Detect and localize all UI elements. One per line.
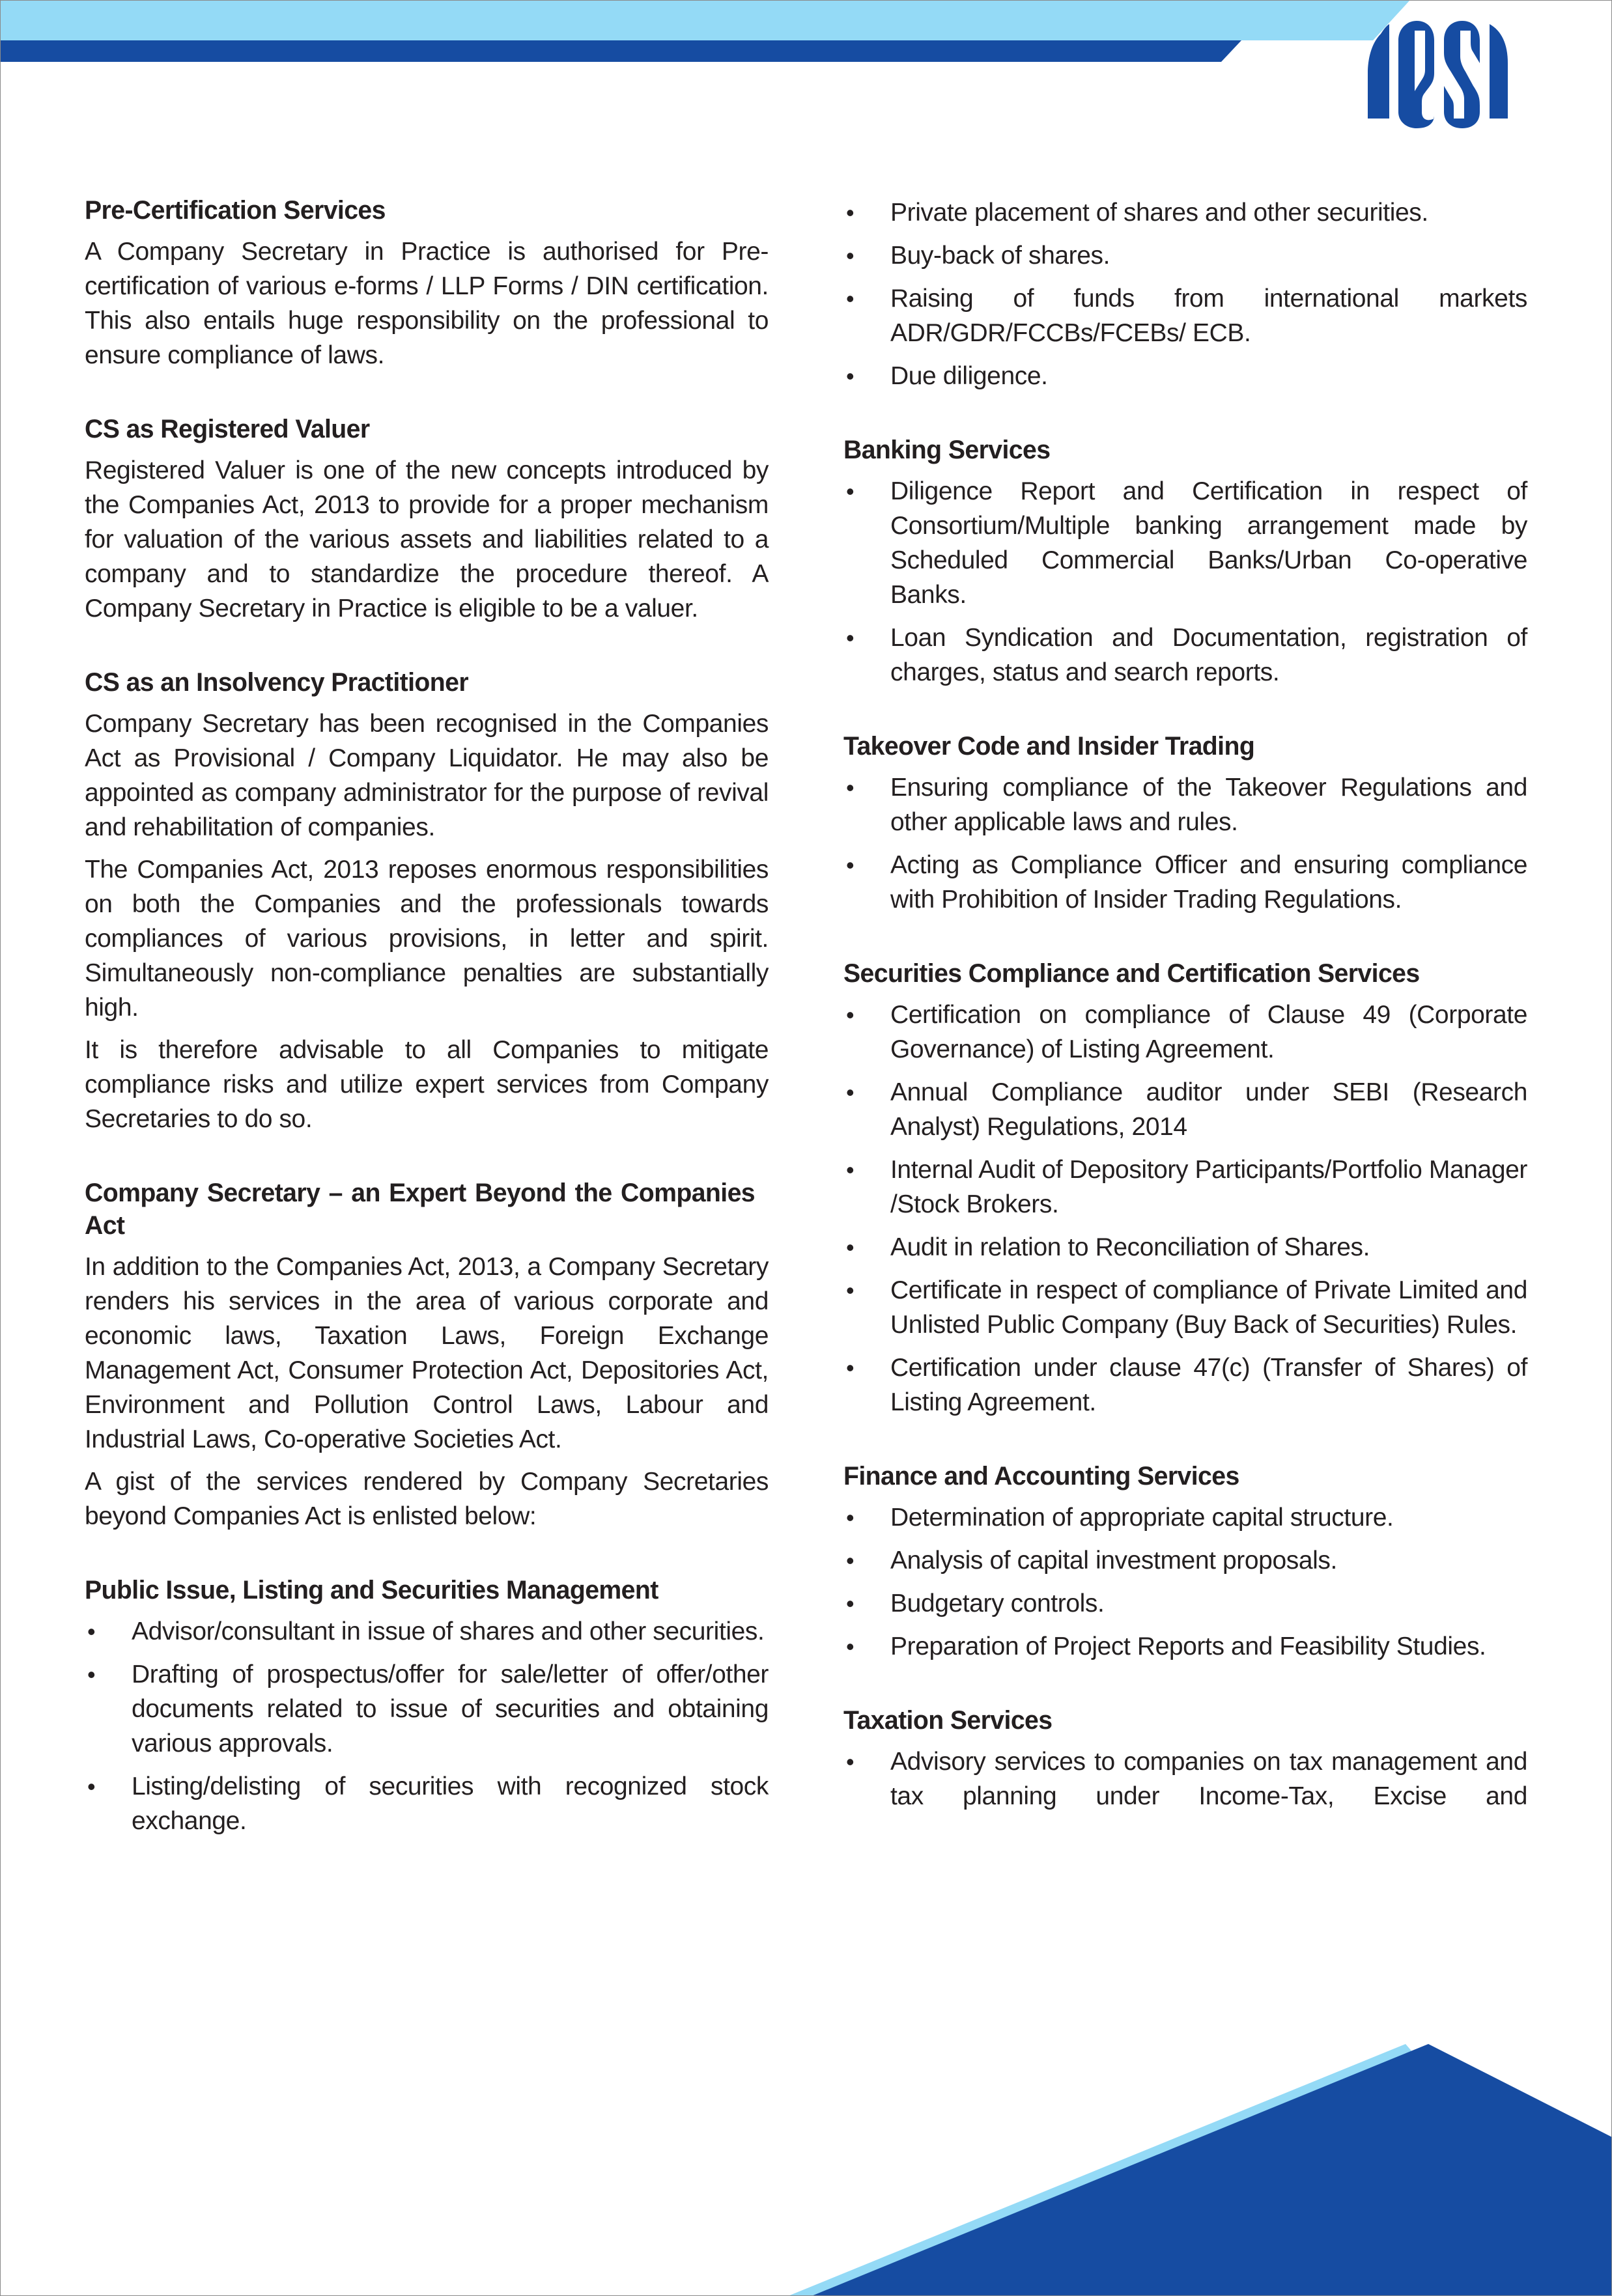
bullet-icon: • <box>846 363 855 389</box>
list-item-text: Buy-back of shares. <box>890 242 1110 270</box>
list-item-text: Preparation of Project Reports and Feasibility Studies. <box>890 1632 1486 1660</box>
bullet-icon: • <box>846 1748 855 1775</box>
list-item <box>843 1153 1527 1222</box>
list-item <box>843 1075 1527 1144</box>
section-heading: Banking Services <box>843 436 1051 464</box>
list-item <box>85 1769 769 1838</box>
footer-light-blue-triangle <box>788 2044 1417 2296</box>
list-item <box>843 281 1527 350</box>
list-item <box>843 770 1527 839</box>
list-item-text: Audit in relation to Reconciliation of Shares. <box>890 1233 1370 1261</box>
bullet-icon: • <box>846 1547 855 1574</box>
list-item-text: Determination of appropriate capital structure. <box>890 1504 1394 1532</box>
list-item-text: Due diligence. <box>890 362 1048 390</box>
section-finance-accounting <box>843 1460 1527 1664</box>
bullet-icon: • <box>846 1633 855 1660</box>
bullet-icon: • <box>87 1618 96 1645</box>
list-item-text: Advisory services to companies on tax management and tax planning under Income-Tax, Excise and <box>890 1748 1527 1810</box>
bullet-icon: • <box>846 1354 855 1381</box>
list-item-text: Advisor/consultant in issue of shares and other securities. <box>132 1617 765 1645</box>
list-item <box>843 998 1527 1067</box>
section-expert-beyond-companies-act <box>85 1177 769 1533</box>
list-item-text: Listing/delisting of securities with recognized stock exchange. <box>132 1772 769 1835</box>
list-item-text: Loan Syndication and Documentation, registration of charges, status and search reports. <box>890 624 1527 686</box>
list-item-text: Annual Compliance auditor under SEBI (Research Analyst) Regulations, 2014 <box>890 1078 1527 1141</box>
list-item <box>843 848 1527 917</box>
list-item <box>843 1351 1527 1420</box>
footer-dark-blue-triangle <box>812 2044 1612 2296</box>
list-item <box>843 474 1527 612</box>
list-item-text: Internal Audit of Depository Participants/Portfolio Manager /Stock Brokers. <box>890 1156 1527 1218</box>
list-item-text: Certification on compliance of Clause 49 (Corporate Governance) of Listing Agreement. <box>890 1001 1527 1063</box>
list-item-text: Certificate in respect of compliance of Private Limited and Unlisted Public Company (Buy Back of Securities) Rules. <box>890 1276 1527 1339</box>
list-item <box>843 359 1527 393</box>
section-heading: Finance and Accounting Services <box>843 1462 1239 1491</box>
section-heading: CS as Registered Valuer <box>85 415 370 443</box>
list-item-text: Certification under clause 47(c) (Transfer of Shares) of Listing Agreement. <box>890 1354 1527 1416</box>
bullet-list <box>843 474 1527 690</box>
list-item-text: Diligence Report and Certification in respect of Consortium/Multiple banking arrangement made by Scheduled Commercial Banks/Urban Co-operative Banks. <box>890 477 1527 609</box>
bullet-icon: • <box>846 852 855 878</box>
bullet-icon: • <box>846 285 855 312</box>
paragraph: A Company Secretary in Practice is authorised for Pre-certification of various e-forms / LLP Forms / DIN certification. This also entails huge responsibility on the professional to ensure compliance of laws. <box>85 238 769 369</box>
bullet-icon: • <box>846 774 855 801</box>
bullet-list <box>843 998 1527 1420</box>
bullet-list <box>85 1614 769 1838</box>
list-item-text: Ensuring compliance of the Takeover Regulations and other applicable laws and rules. <box>890 774 1527 836</box>
bullet-icon: • <box>87 1773 96 1800</box>
paragraph: Company Secretary has been recognised in the Companies Act as Provisional / Company Liquidator. He may also be appointed as company administrator for the purpose of revival and rehabilitation of companies. <box>85 710 769 841</box>
list-item <box>843 1500 1527 1535</box>
section-taxation-services <box>843 1704 1527 1813</box>
list-item <box>843 1586 1527 1621</box>
section-heading: Securities Compliance and Certification Services <box>843 959 1420 988</box>
paragraph: A gist of the services rendered by Company Secretaries beyond Companies Act is enlisted below: <box>85 1468 769 1530</box>
section-heading: Taxation Services <box>843 1706 1053 1735</box>
bullet-icon: • <box>846 199 855 226</box>
bullet-icon: • <box>846 1156 855 1183</box>
list-item <box>843 1543 1527 1578</box>
section-registered-valuer <box>85 413 769 626</box>
bullet-icon: • <box>846 1590 855 1617</box>
list-item <box>843 238 1527 273</box>
section-heading: Pre-Certification Services <box>85 196 386 225</box>
list-item <box>843 195 1527 230</box>
bullet-list <box>843 195 1527 393</box>
list-item <box>843 1629 1527 1664</box>
paragraph: It is therefore advisable to all Companies to mitigate compliance risks and utilize expert services from Company Secretaries to do so. <box>85 1036 769 1133</box>
paragraph: In addition to the Companies Act, 2013, a Company Secretary renders his services in the area of various corporate and economic laws, Taxation Laws, Foreign Exchange Management Act, Consumer Protection Act, Depositories Act, Environment and Pollution Control Laws, Labour and Industrial Laws, Co-operative Societies Act. <box>85 1253 769 1453</box>
bullet-list <box>843 1500 1527 1664</box>
section-takeover-insider-trading <box>843 730 1527 917</box>
list-item-text: Analysis of capital investment proposals. <box>890 1547 1337 1575</box>
right-column <box>843 195 1527 1854</box>
list-item-text: Budgetary controls. <box>890 1589 1105 1617</box>
paragraph: Registered Valuer is one of the new concepts introduced by the Companies Act, 2013 to provide for a proper mechanism for valuation of the various assets and liabilities related to a company and to standardize the procedure thereof. A Company Secretary in Practice is eligible to be a valuer. <box>85 456 769 623</box>
section-securities-compliance <box>843 957 1527 1420</box>
bullet-list <box>843 1744 1527 1813</box>
list-item <box>843 1744 1527 1813</box>
header-dark-blue-band <box>0 40 1241 62</box>
list-item <box>843 1273 1527 1342</box>
list-item <box>843 1230 1527 1265</box>
icsi-logo-icon <box>1368 21 1537 128</box>
list-item <box>843 621 1527 690</box>
section-insolvency-practitioner <box>85 666 769 1136</box>
bullet-icon: • <box>846 1001 855 1028</box>
list-item-text: Private placement of shares and other securities. <box>890 199 1428 227</box>
list-item-text: Raising of funds from international markets ADR/GDR/FCCBs/FCEBs/ ECB. <box>890 285 1527 347</box>
section-heading: Company Secretary – an Expert Beyond the Companies Act <box>85 1179 755 1240</box>
list-item-text: Drafting of prospectus/offer for sale/letter of offer/other documents related to issue of securities and obtaining various approvals. <box>132 1660 769 1757</box>
left-column <box>85 194 769 1879</box>
section-public-issue <box>85 1574 769 1838</box>
bullet-icon: • <box>846 1504 855 1531</box>
section-heading: Takeover Code and Insider Trading <box>843 732 1255 761</box>
bullet-icon: • <box>846 1079 855 1106</box>
bullet-icon: • <box>87 1661 96 1688</box>
bullet-icon: • <box>846 478 855 505</box>
bullet-icon: • <box>846 1277 855 1304</box>
bullet-icon: • <box>846 1234 855 1261</box>
bullet-icon: • <box>846 242 855 269</box>
bullet-list <box>843 770 1527 917</box>
paragraph: The Companies Act, 2013 reposes enormous responsibilities on both the Companies and the professionals towards compliances of various provisions, in letter and spirit. Simultaneously non-compliance penalties are substantially high. <box>85 856 769 1022</box>
header-light-blue-band <box>0 0 1410 40</box>
list-item <box>85 1614 769 1649</box>
section-public-issue-continued <box>843 195 1527 393</box>
bullet-icon: • <box>846 624 855 651</box>
section-heading: CS as an Insolvency Practitioner <box>85 668 469 697</box>
section-pre-certification <box>85 194 769 372</box>
list-item <box>85 1657 769 1761</box>
section-banking-services <box>843 434 1527 690</box>
section-heading: Public Issue, Listing and Securities Management <box>85 1576 658 1604</box>
list-item-text: Acting as Compliance Officer and ensuring compliance with Prohibition of Insider Trading Regulations. <box>890 851 1527 914</box>
